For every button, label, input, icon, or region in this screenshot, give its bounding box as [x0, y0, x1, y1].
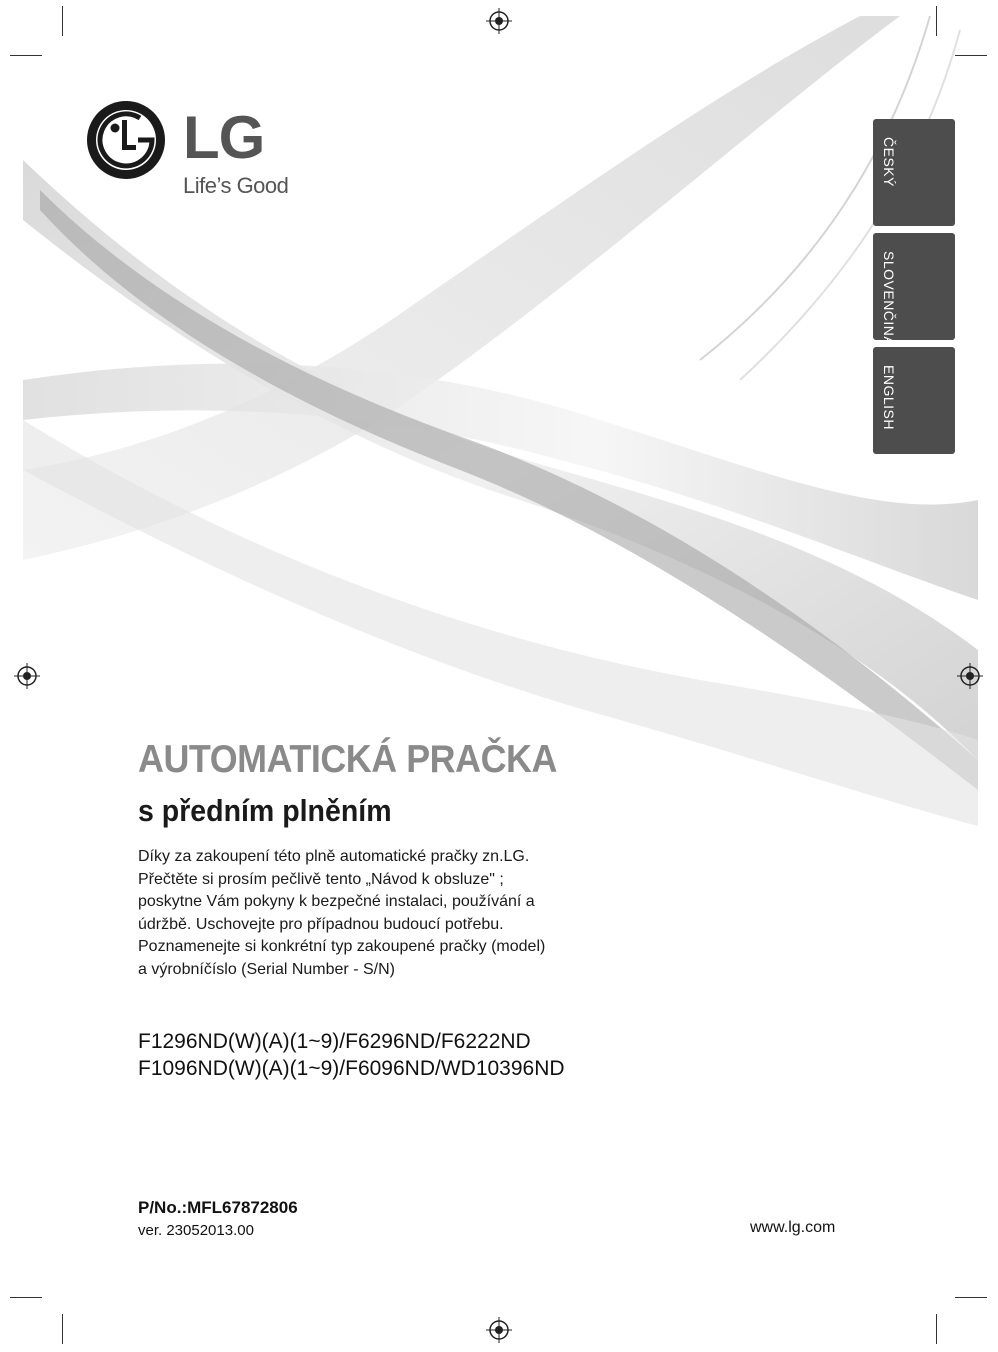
brand-name: LG — [183, 104, 265, 171]
intro-paragraph — [138, 846, 608, 981]
intro-line: Poznamenejte si konkrétní typ zakoupené pračky (model) — [138, 938, 546, 955]
intro-line: Přečtěte si prosím pečlivě tento „Návod k obsluze" ; — [138, 870, 504, 888]
crop-mark — [62, 1314, 63, 1344]
page-title: AUTOMATICKÁ PRAČKA — [138, 738, 557, 781]
part-number: P/No.:MFL67872806 — [138, 1198, 298, 1217]
crop-mark — [955, 55, 987, 56]
intro-line: Díky za zakoupení této plně automatické pračky zn.LG. — [138, 848, 530, 865]
model-line: F1096ND(W)(A)(1~9)/F6096ND/WD10396ND — [138, 1057, 565, 1080]
tab-label: SLOVENČINA — [881, 251, 897, 347]
crop-mark — [936, 6, 937, 36]
tab-slovencina[interactable] — [873, 233, 955, 347]
page-subtitle: s předním plněním — [138, 793, 392, 828]
intro-line: poskytne Vám pokyny k bezpečné instalaci, používání a — [138, 893, 535, 910]
registration-mark-icon — [486, 8, 512, 34]
registration-mark-icon — [486, 1317, 512, 1343]
registration-mark-icon — [957, 663, 983, 689]
tab-label: ENGLISH — [881, 365, 897, 430]
intro-line: a výrobníčíslo (Serial Number - S/N) — [138, 960, 395, 978]
crop-mark — [936, 1314, 937, 1344]
crop-mark — [955, 1297, 987, 1298]
crop-mark — [10, 1297, 42, 1298]
tab-english[interactable] — [873, 347, 955, 454]
website-link[interactable]: www.lg.com — [750, 1219, 836, 1236]
tab-label: ČESKÝ — [881, 137, 897, 187]
registration-mark-icon — [14, 663, 40, 689]
lg-logo-icon — [86, 100, 166, 180]
brand-slogan: Life’s Good — [183, 173, 289, 198]
brand-logo — [86, 100, 316, 200]
model-line: F1296ND(W)(A)(1~9)/F6296ND/F6222ND — [138, 1030, 531, 1053]
crop-mark — [62, 6, 63, 36]
intro-line: údržbě. Uschovejte pro případnou budoucí potřebu. — [138, 915, 504, 933]
crop-mark — [10, 55, 42, 56]
model-list — [138, 1028, 565, 1082]
tab-cesky[interactable] — [873, 119, 955, 226]
version-number: ver. 23052013.00 — [138, 1222, 254, 1239]
